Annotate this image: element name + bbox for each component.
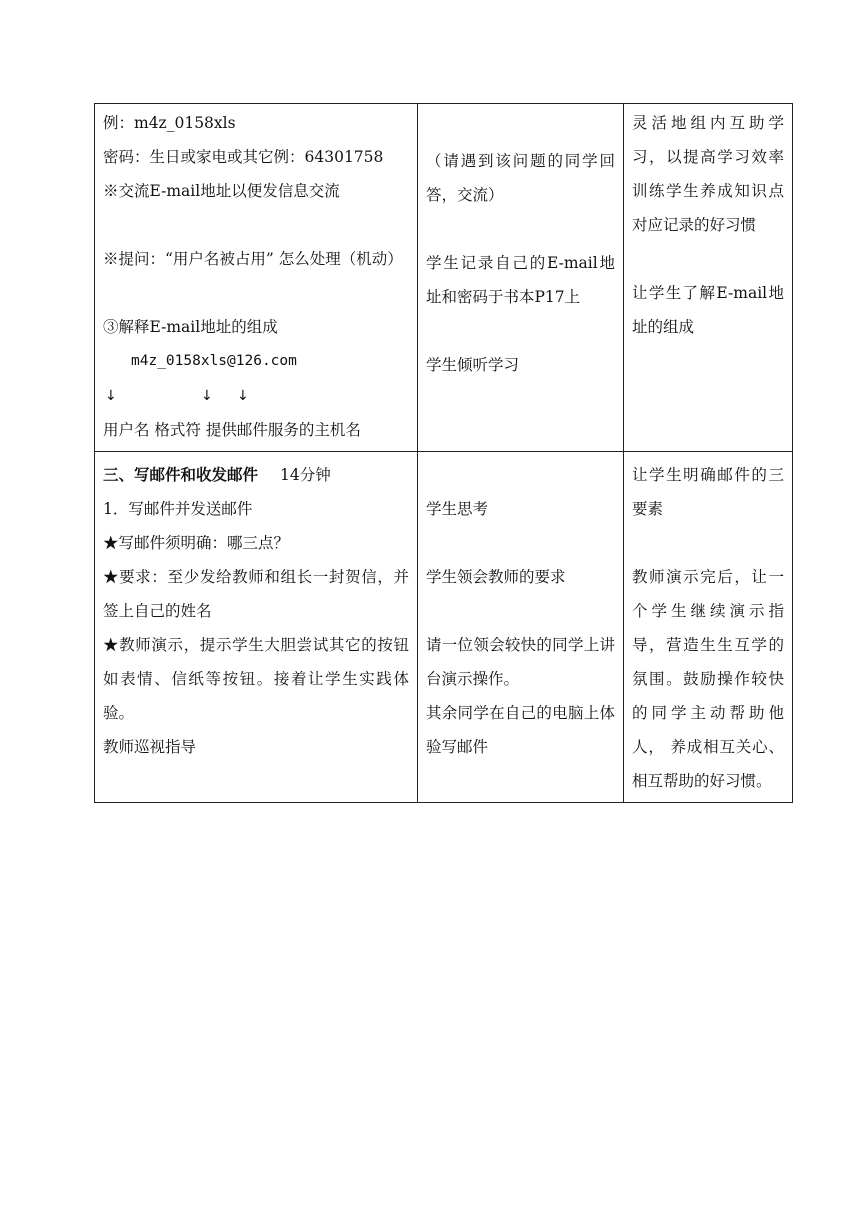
question-line: ※提问：“用户名被占用” 怎么处理（机动） (103, 250, 403, 268)
table-row (95, 104, 793, 452)
spacer (426, 212, 615, 246)
spacer (426, 526, 615, 560)
step1-line: 1．写邮件并发送邮件 (103, 500, 253, 518)
spacer (426, 594, 615, 628)
spacer (632, 242, 784, 276)
explain-line: ③解释E-mail地址的组成 (103, 318, 278, 336)
arrow-down-icon: ↓ (105, 388, 117, 404)
arrow-down-icon: ↓ (237, 388, 249, 404)
spacer (632, 526, 784, 560)
student-activity-cell (418, 104, 624, 452)
patrol-line: 教师巡视指导 (103, 738, 197, 756)
student-activity-cell (418, 452, 624, 803)
think-text: 学生思考 (426, 500, 489, 518)
address-parts-line: 用户名 格式符 提供邮件服务的主机名 (103, 421, 361, 439)
email-address: m4z_0158xls@126.com (131, 353, 297, 369)
spacer (426, 110, 615, 144)
spacer (103, 208, 409, 242)
record-text: 学生记录自己的E-mail地址和密码于书本P17上 (426, 254, 615, 306)
spacer (103, 276, 409, 310)
spacer (426, 458, 615, 492)
section-title: 三、写邮件和收发邮件 (103, 465, 259, 484)
design-intent-cell (624, 104, 793, 452)
section-time: 14分钟 (280, 466, 331, 484)
spacer (103, 764, 409, 798)
design-intent-cell (624, 452, 793, 803)
flexible-text: 灵活地组内互助学习，以提高学习效率训练学生养成知识点对应记录的好习惯 (632, 114, 784, 234)
three-elements-text: 让学生明确邮件的三要素 (632, 466, 784, 518)
require-line: ★要求：至少发给教师和组长一封贺信，并签上自己的姓名 (103, 568, 409, 620)
lesson-plan-table (94, 103, 793, 803)
answer-text: （请遇到该问题的同学回答，交流） (426, 152, 615, 204)
others-text: 其余同学在自己的电脑上体验写邮件 (426, 704, 615, 756)
arrow-row (103, 378, 409, 413)
demo-line: ★教师演示，提示学生大胆尝试其它的按钮如表情、信纸等按钮。接着让学生实践体验。 (103, 636, 409, 722)
table-row (95, 452, 793, 803)
must-line: ★写邮件须明确：哪三点？ (103, 534, 290, 552)
spacer (426, 314, 615, 348)
arrow-down-icon: ↓ (201, 388, 213, 404)
password-line: 密码：生日或家电或其它例：64301758 (103, 148, 384, 166)
listen-text: 学生倾听学习 (426, 356, 520, 374)
comprehend-text: 学生领会教师的要求 (426, 568, 566, 586)
teacher-activity-cell (95, 452, 418, 803)
teacher-activity-cell (95, 104, 418, 452)
exchange-line: ※交流E-mail地址以便发信息交流 (103, 182, 340, 200)
after-demo-text: 教师演示完后，让一个学生继续演示指导，营造生生互学的氛围。鼓励操作较快的同学主动帮助他人， 养成相互关心、相互帮助的好习惯。 (632, 568, 784, 790)
invite-text: 请一位领会较快的同学上讲台演示操作。 (426, 636, 615, 688)
example-line: 例：m4z_0158xls (103, 114, 236, 132)
section-heading (103, 458, 409, 492)
understand-text: 让学生了解E-mail地址的组成 (632, 284, 784, 336)
